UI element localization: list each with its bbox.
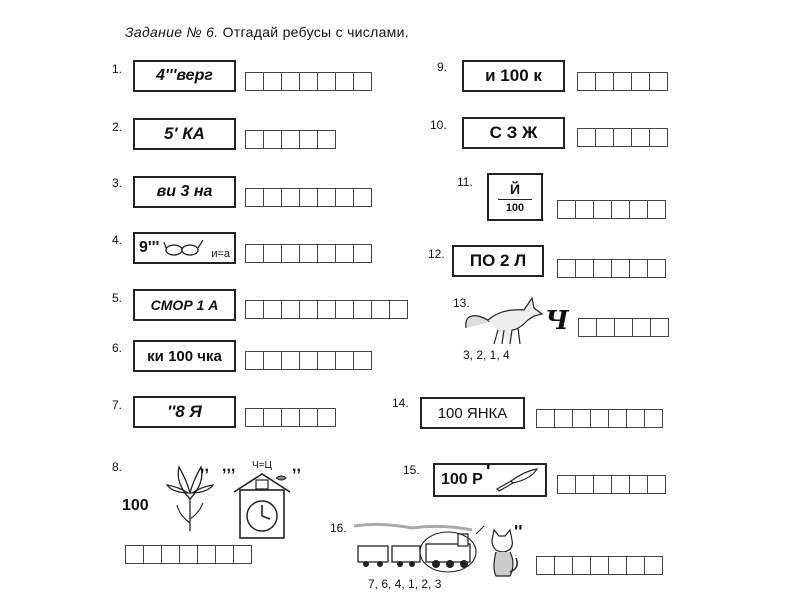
answer-cell[interactable]: [179, 545, 198, 564]
task-number: № 6.: [186, 24, 219, 40]
answer-cell[interactable]: [647, 475, 666, 494]
answer-cell[interactable]: [554, 556, 573, 575]
item-4-number: 4.: [112, 233, 123, 247]
item-11-answer[interactable]: [557, 200, 665, 219]
answer-cell[interactable]: [371, 300, 390, 319]
answer-cell[interactable]: [572, 409, 591, 428]
answer-cell[interactable]: [263, 351, 282, 370]
answer-cell[interactable]: [263, 408, 282, 427]
answer-cell[interactable]: [632, 318, 651, 337]
item-13-answer[interactable]: [578, 318, 668, 337]
answer-cell[interactable]: [245, 130, 264, 149]
item-5-answer[interactable]: [245, 300, 407, 319]
train-icon: [352, 518, 488, 574]
item-8-number: 8.: [112, 460, 123, 474]
answer-cell[interactable]: [263, 244, 282, 263]
item-1-answer[interactable]: [245, 72, 371, 91]
answer-cell[interactable]: [536, 409, 555, 428]
answer-cell[interactable]: [281, 300, 300, 319]
item-13-number: 13.: [453, 296, 470, 310]
answer-cell[interactable]: [389, 300, 408, 319]
answer-cell[interactable]: [647, 259, 666, 278]
answer-cell[interactable]: [608, 409, 627, 428]
answer-cell[interactable]: [614, 318, 633, 337]
answer-cell[interactable]: [631, 128, 650, 147]
item-3-answer[interactable]: [245, 188, 371, 207]
answer-cell[interactable]: [263, 188, 282, 207]
item-3-clue: ви 3 на: [133, 176, 236, 208]
answer-cell[interactable]: [595, 128, 614, 147]
item-5-number: 5.: [112, 291, 123, 305]
answer-cell[interactable]: [161, 545, 180, 564]
answer-cell[interactable]: [245, 244, 264, 263]
fraction-bar: [498, 199, 532, 200]
fox-icon: [462, 290, 544, 346]
item-14-number: 14.: [392, 396, 409, 410]
item-7-answer[interactable]: [245, 408, 335, 427]
item-15-answer[interactable]: [557, 475, 665, 494]
item-9-clue: и 100 к: [462, 60, 565, 92]
answer-cell[interactable]: [593, 200, 612, 219]
answer-cell[interactable]: [281, 130, 300, 149]
answer-cell[interactable]: [281, 188, 300, 207]
item-6-clue: ки 100 чка: [133, 340, 236, 372]
item-11-number: 11.: [457, 175, 473, 189]
answer-cell[interactable]: [593, 475, 612, 494]
answer-cell[interactable]: [608, 556, 627, 575]
item-14-clue: 100 ЯНКА: [420, 397, 525, 429]
answer-cell[interactable]: [572, 556, 591, 575]
answer-cell[interactable]: [611, 200, 630, 219]
answer-cell[interactable]: [299, 130, 318, 149]
item-15-clue-text: 100 Р: [441, 471, 483, 488]
glasses-icon: [163, 236, 211, 260]
item-13-caption: 3, 2, 1, 4: [463, 348, 510, 362]
item-9-number: 9.: [437, 60, 448, 74]
item-10-number: 10.: [430, 118, 447, 132]
answer-cell[interactable]: [299, 244, 318, 263]
item-10-answer[interactable]: [577, 128, 667, 147]
item-9-answer[interactable]: [577, 72, 667, 91]
answer-cell[interactable]: [335, 188, 354, 207]
answer-cell[interactable]: [577, 128, 596, 147]
answer-cell[interactable]: [593, 259, 612, 278]
item-12-number: 12.: [428, 247, 445, 261]
answer-cell[interactable]: [263, 72, 282, 91]
answer-cell[interactable]: [215, 545, 234, 564]
answer-cell[interactable]: [245, 351, 264, 370]
answer-cell[interactable]: [629, 200, 648, 219]
answer-cell[interactable]: [649, 72, 668, 91]
answer-cell[interactable]: [299, 188, 318, 207]
answer-cell[interactable]: [629, 259, 648, 278]
answer-cell[interactable]: [233, 545, 252, 564]
cuckoo-clock-icon: [232, 472, 292, 540]
item-12-clue: ПО 2 Л: [452, 245, 544, 277]
answer-cell[interactable]: [281, 72, 300, 91]
answer-cell[interactable]: [245, 300, 264, 319]
item-8-mark-c: ,,,: [222, 458, 236, 475]
item-10-clue: С З Ж: [462, 117, 565, 149]
answer-cell[interactable]: [317, 351, 336, 370]
answer-cell[interactable]: [611, 475, 630, 494]
answer-cell[interactable]: [263, 130, 282, 149]
item-8-mark-b: ,,: [200, 458, 209, 475]
knife-icon: [493, 467, 539, 493]
answer-cell[interactable]: [317, 408, 336, 427]
answer-cell[interactable]: [353, 300, 372, 319]
task-title: [125, 24, 409, 40]
answer-cell[interactable]: [317, 188, 336, 207]
item-11-clue: [487, 173, 543, 221]
answer-cell[interactable]: [299, 300, 318, 319]
answer-cell[interactable]: [575, 475, 594, 494]
answer-cell[interactable]: [577, 72, 596, 91]
answer-cell[interactable]: [353, 244, 372, 263]
answer-cell[interactable]: [650, 318, 669, 337]
answer-cell[interactable]: [557, 200, 576, 219]
answer-cell[interactable]: [335, 300, 354, 319]
item-7-number: 7.: [112, 398, 123, 412]
answer-cell[interactable]: [575, 259, 594, 278]
answer-cell[interactable]: [143, 545, 162, 564]
answer-cell[interactable]: [590, 556, 609, 575]
answer-cell[interactable]: [317, 130, 336, 149]
answer-cell[interactable]: [281, 351, 300, 370]
answer-cell[interactable]: [281, 244, 300, 263]
item-14-answer[interactable]: [536, 409, 662, 428]
answer-cell[interactable]: [197, 545, 216, 564]
item-1-number: 1.: [112, 62, 123, 76]
answer-cell[interactable]: [317, 72, 336, 91]
answer-cell[interactable]: [335, 72, 354, 91]
answer-cell[interactable]: [644, 556, 663, 575]
item-16-number: 16.: [330, 521, 347, 535]
answer-cell[interactable]: [647, 200, 666, 219]
item-4-subscript: и=а: [211, 248, 230, 260]
answer-cell[interactable]: [596, 318, 615, 337]
item-11-denominator: 100: [505, 201, 525, 214]
answer-cell[interactable]: [317, 300, 336, 319]
item-3-number: 3.: [112, 176, 123, 190]
answer-cell[interactable]: [595, 72, 614, 91]
task-prefix: Задание: [125, 24, 183, 40]
item-11-numerator: Й: [509, 180, 521, 197]
item-13-clue: Ч: [545, 306, 569, 336]
item-2-clue: 5' КА: [133, 118, 236, 150]
answer-cell[interactable]: [631, 72, 650, 91]
answer-cell[interactable]: [644, 409, 663, 428]
item-1-clue: 4'''верг: [133, 60, 236, 92]
answer-cell[interactable]: [353, 351, 372, 370]
item-2-answer[interactable]: [245, 130, 335, 149]
item-12-answer[interactable]: [557, 259, 665, 278]
item-8-clue-100: 100: [122, 497, 149, 514]
answer-cell[interactable]: [613, 72, 632, 91]
item-4-clue-text: 9''': [139, 239, 160, 256]
answer-cell[interactable]: [299, 351, 318, 370]
answer-cell[interactable]: [281, 408, 300, 427]
item-8-answer[interactable]: [125, 545, 251, 564]
answer-cell[interactable]: [629, 475, 648, 494]
answer-cell[interactable]: [299, 408, 318, 427]
item-16-caption: 7, 6, 4, 1, 2, 3: [368, 577, 442, 591]
answer-cell[interactable]: [649, 128, 668, 147]
answer-cell[interactable]: [590, 409, 609, 428]
task-text: Отгадай ребусы с числами.: [222, 24, 409, 40]
answer-cell[interactable]: [353, 188, 372, 207]
answer-cell[interactable]: [626, 409, 645, 428]
item-16-mark: '': [514, 522, 523, 542]
item-2-number: 2.: [112, 120, 123, 134]
item-5-clue: СМОР 1 А: [133, 289, 236, 321]
item-16-answer[interactable]: [536, 556, 662, 575]
answer-cell[interactable]: [611, 259, 630, 278]
item-6-answer[interactable]: [245, 351, 371, 370]
item-15-clue: [433, 460, 547, 497]
answer-cell[interactable]: [335, 244, 354, 263]
answer-cell[interactable]: [626, 556, 645, 575]
answer-cell[interactable]: [335, 351, 354, 370]
item-4-clue: [133, 232, 236, 264]
answer-cell[interactable]: [557, 475, 576, 494]
answer-cell[interactable]: [245, 408, 264, 427]
answer-cell[interactable]: [578, 318, 597, 337]
answer-cell[interactable]: [557, 259, 576, 278]
answer-cell[interactable]: [245, 72, 264, 91]
item-6-number: 6.: [112, 341, 123, 355]
answer-cell[interactable]: [299, 72, 318, 91]
answer-cell[interactable]: [554, 409, 573, 428]
item-8-letter-swap: Ч=Ц: [252, 460, 272, 471]
answer-cell[interactable]: [317, 244, 336, 263]
answer-cell[interactable]: [245, 188, 264, 207]
item-4-answer[interactable]: [245, 244, 371, 263]
item-8-mark-e: ,,: [292, 458, 301, 475]
answer-cell[interactable]: [263, 300, 282, 319]
answer-cell[interactable]: [613, 128, 632, 147]
item-15-mark: ': [485, 460, 491, 483]
item-15-number: 15.: [403, 463, 420, 477]
item-7-clue: ''8 Я: [133, 396, 236, 428]
answer-cell[interactable]: [125, 545, 144, 564]
answer-cell[interactable]: [353, 72, 372, 91]
answer-cell[interactable]: [575, 200, 594, 219]
answer-cell[interactable]: [536, 556, 555, 575]
